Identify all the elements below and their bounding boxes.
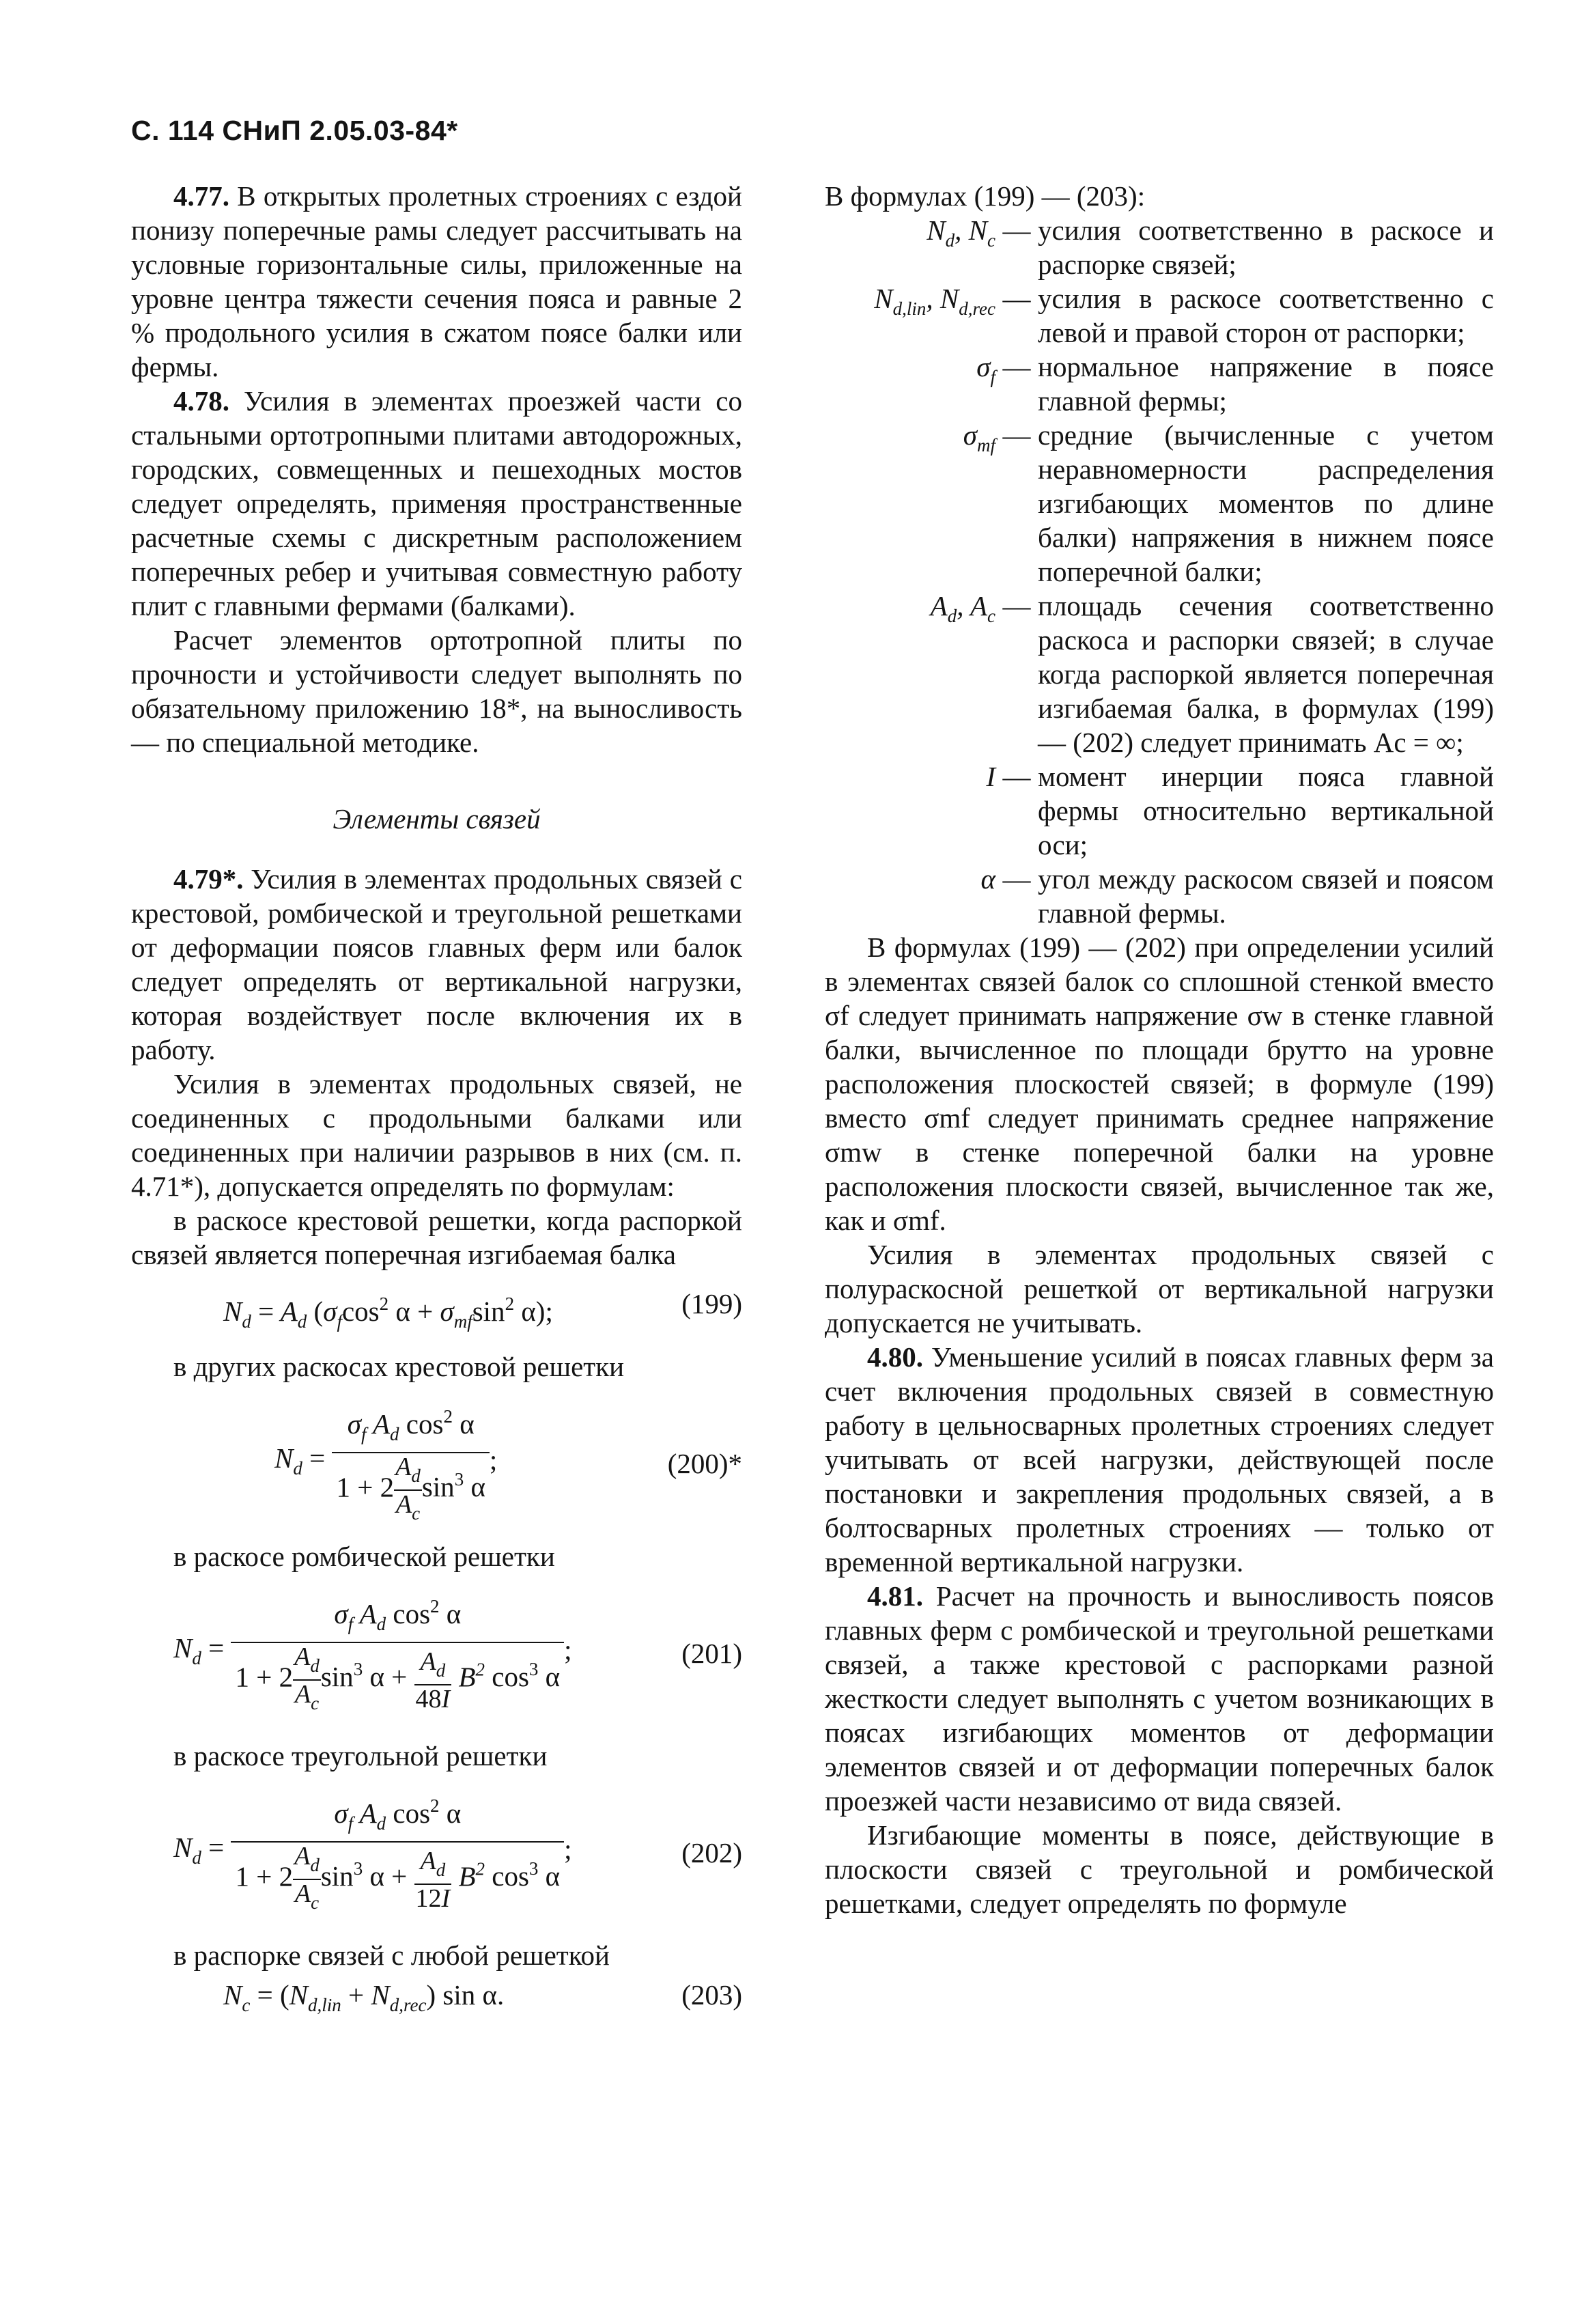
fraction: $\sigma_f$ $A_d$ $\cos^2 \alpha$ 1 + 2 $\frac{A_d}{A_c}$ $\sin^3 \alpha$ + $\frac{A_d}{48I}$ $B^2$ $\cos^3 \alpha$ — [231, 1588, 564, 1717]
paragraph-4-78-b: Расчет элементов ортотропной плиты по прочности и устойчивости следует выполнять по обязательному приложению 18*, на выносливость — по специальной методике. — [131, 624, 742, 758]
definition-text: момент инерции пояса главной фермы относительно вертикальной оси; — [1038, 761, 1494, 860]
paragraph-4-78 — [131, 384, 742, 623]
formula-203 — [131, 1972, 742, 2020]
section-heading: Элементы связей — [333, 803, 541, 835]
paragraph-4-79 — [131, 862, 742, 1067]
definition-row: $A_d$, $A_c$ — площадь сечения соответственно раскоса и распорки связей; в случае когда распоркой является поперечная изгибаемая балка, в формулах (199) — (202) следует принимать Ac = ∞; — [825, 589, 1494, 759]
clause-number: 4.78. — [173, 385, 229, 417]
definition-row: $\sigma_{mf}$ — средние (вычисленные с учетом неравномерности распределения изгибающих моментов по длине балки) напряжения в нижнем поясе поперечной балки; — [825, 418, 1494, 589]
paragraph-4-81-b: Изгибающие моменты в поясе, действующие в плоскости связей с треугольной и ромбической решетками, следует определять по формуле — [825, 1819, 1494, 1919]
definition-text: угол между раскосом связей и поясом главной фермы. — [1038, 863, 1494, 929]
page-header: С. 114 СНиП 2.05.03-84* — [131, 115, 458, 146]
paragraph-4-80 — [825, 1340, 1494, 1579]
clause-text: Расчет на прочность и выносливость поясов главных ферм с ромбической и треугольной решетками связей, а также крестовой с распорками разной жесткости следует выполнять с учетом возникающих в поясах изгибающих моментов от деформации элементов связей и от деформации поперечных балок проезжей части независимо от вида связей. — [825, 1580, 1494, 1817]
paragraph-4-79-b: Усилия в элементах продольных связей, не соединенных с продольными балками или соединенных при наличии разрывов в них (см. п. 4.71*), допускается определять по формулам: — [131, 1068, 742, 1202]
formula-199-expression: $N_d = A_d$ ($\sigma_f\cos^2$ $\alpha + \sigma_{mf}\sin^2$ α); — [223, 1293, 553, 1332]
definition-symbol: $N_{d,lin}$, $N_{d,rec}$ — [874, 283, 995, 319]
definitions-intro: В формулах (199) — (203): — [825, 180, 1146, 212]
clause-number: 4.80. — [867, 1341, 923, 1373]
formula-199 — [131, 1272, 742, 1334]
formula-200-intro: в других раскосах крестовой решетки — [173, 1351, 625, 1382]
clause-number: 4.81. — [867, 1580, 923, 1612]
clause-text: Уменьшение усилий в поясах главных ферм за счет включения продольных связей в совместную работу в цельносварных пролетных строениях следует учитывать от всей нагрузки, действующей после постановки и закрепления продольных связей, а в болтосварных пролетных строениях — только от временной вертикальной нагрузки. — [825, 1341, 1494, 1578]
definition-text: нормальное напряжение в поясе главной фермы; — [1038, 351, 1494, 417]
formula-200-number: (200)* — [667, 1448, 742, 1479]
definition-text: усилия в раскосе соответственно с левой и правой сторон от распорки; — [1038, 283, 1494, 348]
formula-202-number: (202) — [681, 1837, 742, 1868]
left-column — [131, 179, 742, 2020]
clause-text: В открытых пролетных строениях с ездой понизу поперечные рамы следует рассчитывать на условные горизонтальные силы, приложенные на уровне центра тяжести сечения пояса и равные 2 % продольного усилия в сжатом поясе балки или фермы. — [131, 180, 742, 382]
clause-number: 4.77. — [173, 180, 229, 212]
fraction: $\sigma_f$ $A_d$ $\cos^2 \alpha$ 1 + 2 $\frac{A_d}{A_c}$ $\sin^3 \alpha$ — [332, 1399, 489, 1527]
formula-200 — [131, 1384, 742, 1527]
formula-203-number: (203) — [681, 1979, 742, 2011]
formula-202 — [131, 1773, 742, 1916]
paragraph-note-b: Усилия в элементах продольных связей с полураскосной решеткой от вертикальной нагрузки допускается не учитывать. — [825, 1239, 1494, 1339]
definition-symbol: I — [986, 761, 995, 792]
formula-199-intro: в раскосе крестовой решетки, когда распоркой связей является поперечная изгибаемая балка — [131, 1205, 742, 1270]
paragraph-note-a: В формулах (199) — (202) при определении усилий в элементах связей балок со сплошной стенкой вместо σf следует принимать напряжение σw в стенке главной балки, вычисленное по площади брутто на уровне расположения плоскостей связей; в формуле (199) вместо σmf следует принимать среднее напряжение σmw в стенке поперечной балки на уровне расположения плоскости связей, вычисленное так же, как и σmf. — [825, 932, 1494, 1236]
definition-text: площадь сечения соответственно раскоса и распорки связей; в случае когда распоркой является поперечная изгибаемая балка, в формулах (199) — (202) следует принимать Ac = ∞; — [1038, 590, 1494, 758]
formula-201-number: (201) — [681, 1638, 742, 1669]
clause-number: 4.79*. — [173, 863, 244, 895]
formula-202-intro: в раскосе треугольной решетки — [173, 1740, 548, 1772]
formula-201-intro: в раскосе ромбической решетки — [173, 1541, 555, 1572]
definition-symbol: $A_d$, $A_c$ — [930, 590, 995, 626]
definition-row: $\sigma_f$ — нормальное напряжение в поясе главной фермы; — [825, 350, 1494, 418]
formula-201 — [131, 1573, 742, 1717]
formula-203-intro: в распорке связей с любой решеткой — [173, 1940, 610, 1971]
definition-row: $N_d$, $N_c$ — усилия соответственно в раскосе и распорке связей; — [825, 213, 1494, 281]
definition-symbol: α — [980, 863, 995, 895]
definition-row: α — угол между раскосом связей и поясом главной фермы. — [825, 862, 1494, 930]
paragraph-4-77 — [131, 179, 742, 384]
clause-text: Усилия в элементах продольных связей с крестовой, ромбической и треугольной решетками от деформации поясов главных ферм или балок следует определять от вертикальной нагрузки, которая воздействует после включения их в работу. — [131, 863, 742, 1065]
definition-row: $N_{d,lin}$, $N_{d,rec}$ — усилия в раскосе соответственно с левой и правой сторон от распорки; — [825, 281, 1494, 350]
definition-symbol: $\sigma_{mf}$ — [963, 419, 995, 456]
definition-row: I — момент инерции пояса главной фермы относительно вертикальной оси; — [825, 759, 1494, 862]
formula-199-number: (199) — [681, 1288, 742, 1319]
formula-202-expression: $N_d$ = $\sigma_f$ $A_d$ $\cos^2 \alpha$ 1 + 2 $\frac{A_d}{A_c}$ $\sin^3 \alpha$ + $\frac{A_d}{12I}$ $B^2$ $\cos^3 \alpha$ ; — [173, 1788, 572, 1916]
formula-201-expression: $N_d$ = $\sigma_f$ $A_d$ $\cos^2 \alpha$ 1 + 2 $\frac{A_d}{A_c}$ $\sin^3 \alpha$ + $\frac{A_d}{48I}$ $B^2$ $\cos^3 \alpha$ ; — [173, 1588, 572, 1717]
clause-text: Усилия в элементах проезжей части со стальными ортотропными плитами автодорожных, городских, совмещенных и пешеходных мостов следует определять, применяя пространственные расчетные схемы с дискретным расположением поперечных ребер и учитывая совместную работу плит с главными фермами (балками). — [131, 385, 742, 621]
definition-symbol: $\sigma_f$ — [976, 351, 995, 387]
paragraph-4-81 — [825, 1579, 1494, 1818]
definition-text: усилия соответственно в раскосе и распорке связей; — [1038, 214, 1494, 280]
definition-text: средние (вычисленные с учетом неравномерности распределения изгибающих моментов по длине балки) напряжения в нижнем поясе поперечной балки; — [1038, 419, 1494, 587]
formula-203-expression: $N_c = (N_{d,lin} + N_{d,rec})$ sin α. — [223, 1979, 505, 2015]
definition-symbol: $N_d$, $N_c$ — [927, 214, 995, 251]
fraction: $\sigma_f$ $A_d$ $\cos^2 \alpha$ 1 + 2 $\frac{A_d}{A_c}$ $\sin^3 \alpha$ + $\frac{A_d}{12I}$ $B^2$ $\cos^3 \alpha$ — [231, 1788, 564, 1916]
right-column — [825, 179, 1494, 1920]
formula-200-expression: $N_d$ = $\sigma_f$ $A_d$ $\cos^2 \alpha$ 1 + 2 $\frac{A_d}{A_c}$ $\sin^3 \alpha$ ; — [274, 1399, 497, 1527]
definitions-list — [825, 213, 1494, 930]
